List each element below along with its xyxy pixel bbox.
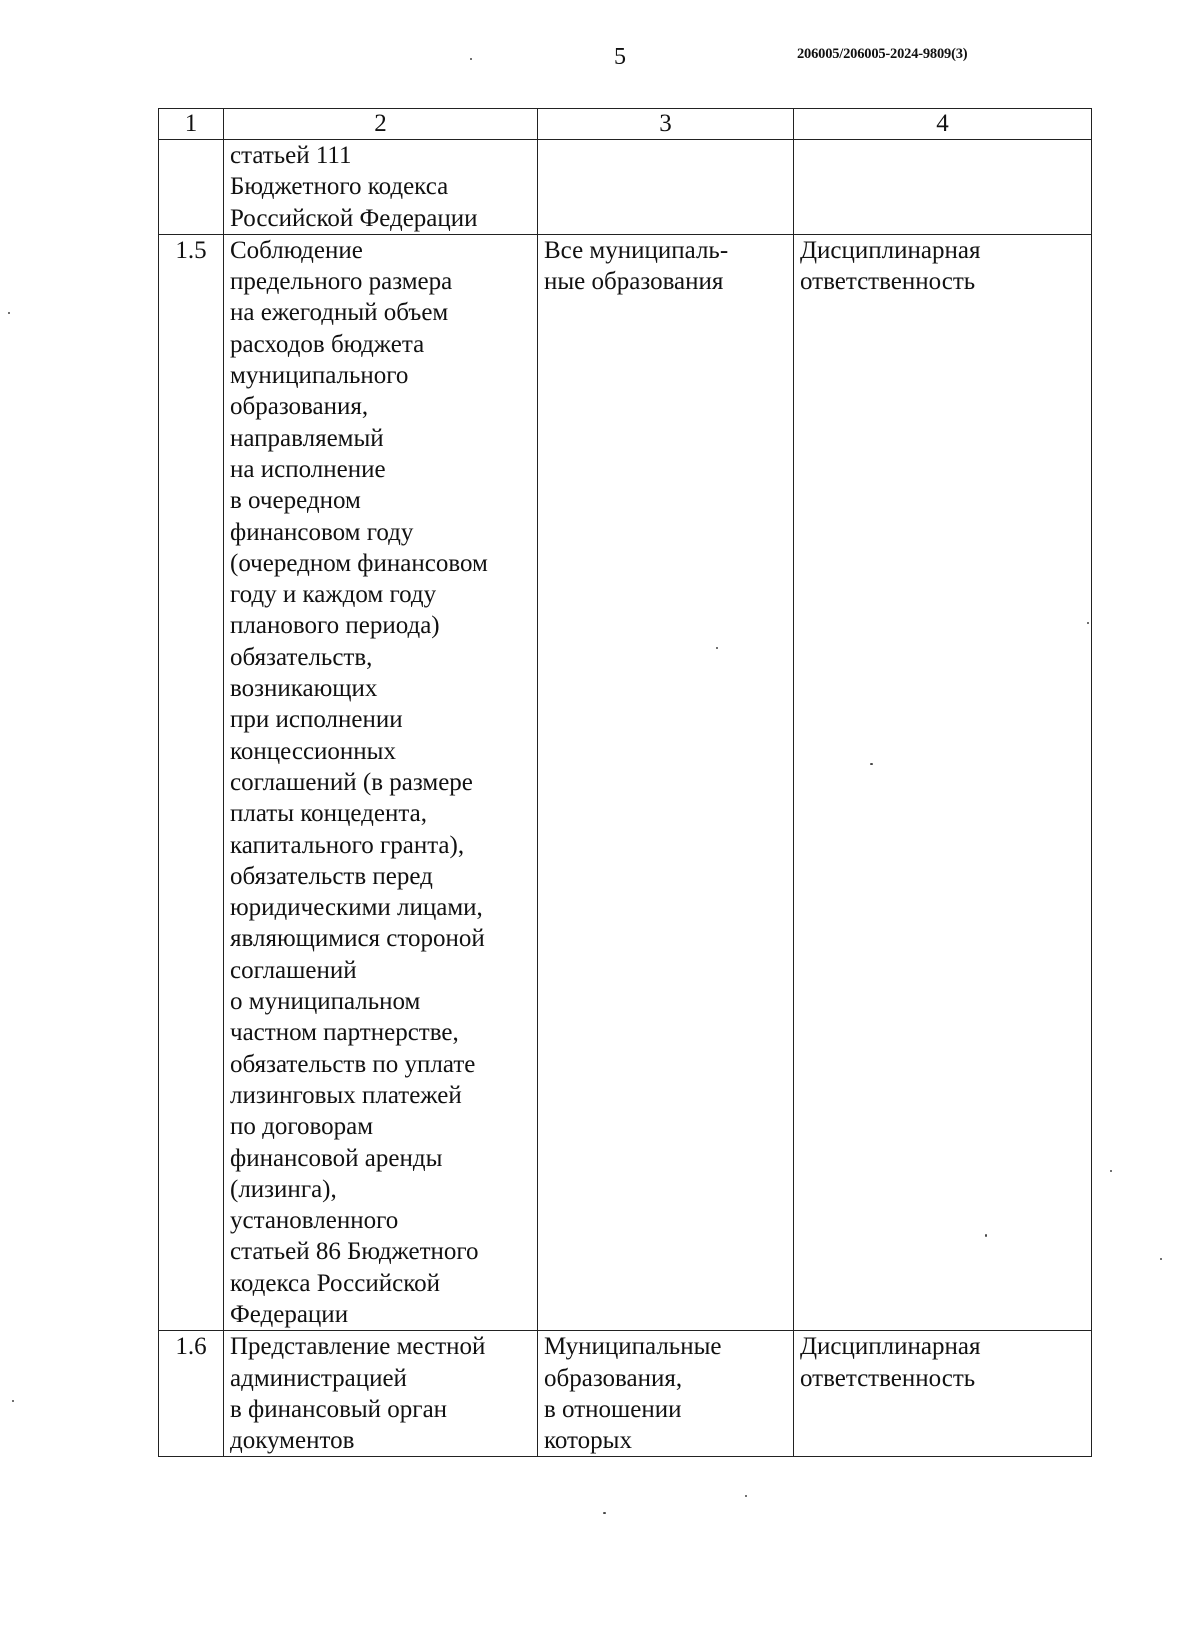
applies-to-cell: Муниципальные образования, в отношении которых (538, 1331, 794, 1457)
scan-speck (985, 1234, 987, 1237)
row-number-cell: 1.5 (159, 234, 224, 1330)
scan-speck (1110, 1170, 1112, 1172)
requirement-cell: Представление местной администрацией в финансовый орган документов (224, 1331, 538, 1457)
table-header-row (159, 109, 1092, 140)
scan-speck (603, 1512, 606, 1514)
scan-speck (1087, 622, 1089, 624)
page-number: 5 (614, 44, 626, 70)
requirement-cell: статьей 111 Бюджетного кодекса Российской Федерации (224, 140, 538, 235)
scan-speck (12, 1400, 14, 1402)
scan-speck (716, 647, 718, 649)
requirements-table (158, 108, 1092, 1457)
liability-cell (794, 140, 1092, 235)
row-number-cell: 1.6 (159, 1331, 224, 1457)
applies-to-cell: Все муниципаль- ные образования (538, 234, 794, 1330)
column-number-2: 2 (224, 109, 538, 140)
table-row (159, 140, 1092, 235)
liability-cell: Дисциплинарная ответственность (794, 1331, 1092, 1457)
column-number-1: 1 (159, 109, 224, 140)
liability-cell: Дисциплинарная ответственность (794, 234, 1092, 1330)
scan-speck (470, 58, 472, 60)
row-number-cell (159, 140, 224, 235)
table-row (159, 1331, 1092, 1457)
scan-speck (745, 1495, 747, 1497)
scan-speck (1160, 1258, 1162, 1260)
column-number-4: 4 (794, 109, 1092, 140)
scan-speck (870, 763, 873, 765)
table-row (159, 234, 1092, 1330)
scan-speck (8, 312, 10, 314)
document-id: 206005/206005-2024-9809(3) (797, 46, 968, 62)
requirement-cell: Соблюдение предельного размера на ежегодный объем расходов бюджета муниципального образования, направляемый на исполнение в очередном финансовом году (очередном финансовом году и каждом году планового периода) обязательств, возникающих при исполнении концессионных соглашений (в размере платы концедента, капитального гранта), обязательств перед юридическими лицами, являющимися стороной соглашений о муниципальном частном партнерстве, обязательств по уплате лизинговых платежей по договорам финансовой аренды (лизинга), установленного статьей 86 Бюджетного кодекса Российской Федерации (224, 234, 538, 1330)
applies-to-cell (538, 140, 794, 235)
column-number-3: 3 (538, 109, 794, 140)
